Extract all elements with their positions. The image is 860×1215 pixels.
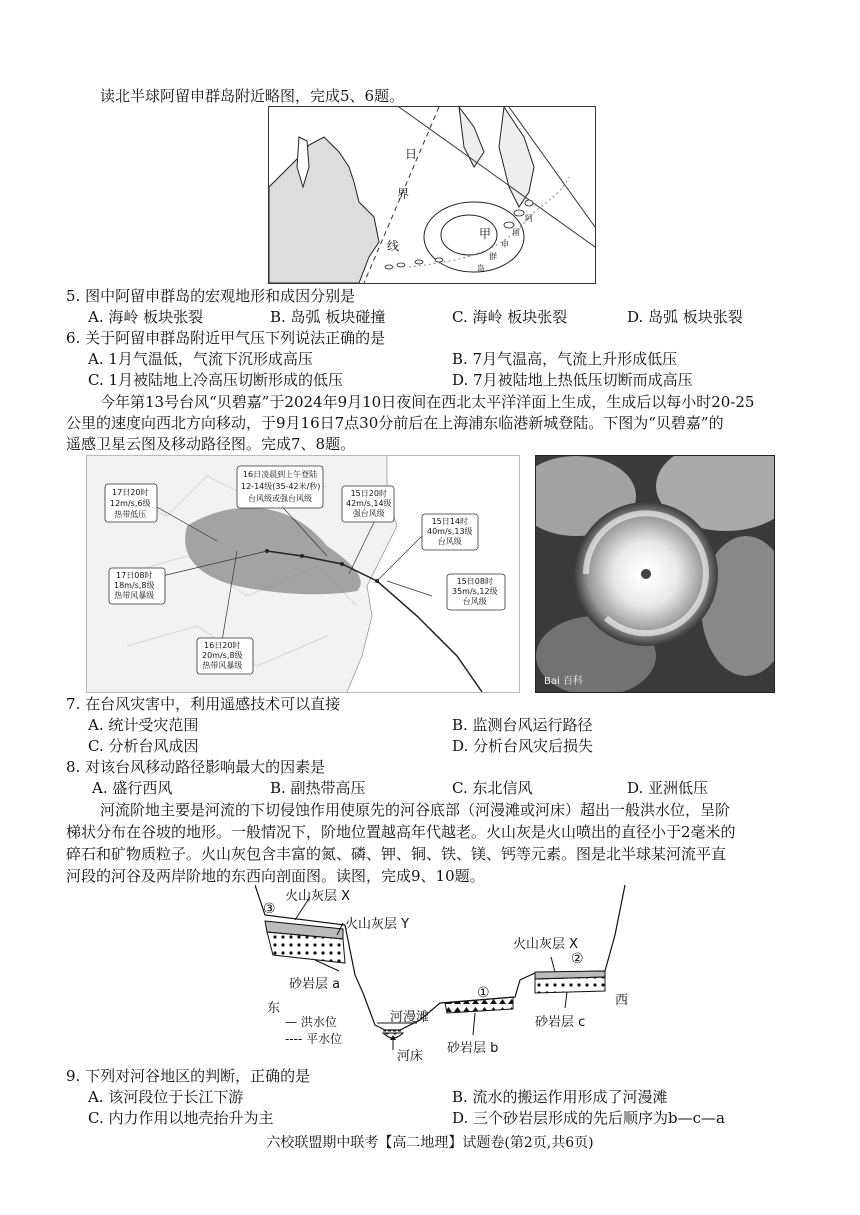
q5-stem: 5. 图中阿留申群岛的宏观地形和成因分别是 bbox=[66, 287, 356, 305]
label-a: 阿 bbox=[525, 214, 533, 223]
callout-15d20: 15日20时 42m/s,14级 强台风级 bbox=[346, 489, 392, 518]
label-jie: 界 bbox=[397, 187, 410, 201]
label-qun: 群 bbox=[489, 252, 497, 261]
callout-17d20: 17日20时 12m/s,6级 热带低压 bbox=[110, 488, 151, 519]
satellite-svg bbox=[536, 456, 774, 692]
label-normal-level: ---- 平水位 bbox=[285, 1032, 343, 1046]
q9-stem: 9. 下列对河谷地区的判断，正确的是 bbox=[66, 1067, 311, 1085]
label-riverbed: 河床 bbox=[397, 1049, 424, 1064]
intro3-line1: 河流阶地主要是河流的下切侵蚀作用使原先的河谷底部（河漫滩或河床）超出一般洪水位，呈阶 bbox=[100, 801, 731, 819]
aleutian-map-svg bbox=[269, 107, 595, 283]
label-ri: 日 bbox=[405, 147, 418, 161]
label-ash-x-right: 火山灰层 X bbox=[513, 937, 579, 952]
q6-stem: 6. 关于阿留申群岛附近甲气压下列说法正确的是 bbox=[66, 329, 386, 347]
q6-option-d[interactable]: D. 7月被陆地上热低压切断而成高压 bbox=[452, 371, 693, 389]
satellite-watermark: Bai 百科 bbox=[544, 676, 583, 687]
label-east: 东 bbox=[267, 1001, 281, 1016]
q8-option-a[interactable]: A. 盛行西风 bbox=[92, 779, 173, 797]
intro3-line4: 河段的河谷及两岸阶地的东西向剖面图。读图，完成9、10题。 bbox=[66, 867, 485, 885]
callout-17d08: 17日08时 18m/s,8级 热带风暴级 bbox=[114, 571, 155, 600]
intro3-line2: 梯状分布在谷坡的地形。一般情况下，阶地位置越高年代越老。火山灰是火山喷出的直径小于2毫米的 bbox=[66, 823, 736, 841]
label-xian: 线 bbox=[387, 239, 400, 253]
q8-option-c[interactable]: C. 东北信风 bbox=[452, 779, 533, 797]
q7-option-c[interactable]: C. 分析台风成因 bbox=[88, 737, 199, 755]
label-circle2: ② bbox=[571, 951, 584, 967]
q5-option-b[interactable]: B. 岛弧 板块碰撞 bbox=[270, 308, 386, 326]
q6-option-b[interactable]: B. 7月气温高，气流上升形成低压 bbox=[452, 350, 678, 368]
label-shen: 申 bbox=[501, 240, 509, 249]
aleutian-map bbox=[268, 106, 596, 284]
label-sand-c: 砂岩层 c bbox=[535, 1015, 586, 1030]
label-ash-y: 火山灰层 Y bbox=[345, 917, 410, 932]
label-west: 西 bbox=[615, 993, 629, 1008]
q9-option-d[interactable]: D. 三个砂岩层形成的先后顺序为b—c—a bbox=[452, 1109, 725, 1127]
q5-option-d[interactable]: D. 岛弧 板块张裂 bbox=[627, 308, 743, 326]
label-ash-x-left: 火山灰层 X bbox=[285, 889, 351, 904]
label-jia: 甲 bbox=[479, 227, 492, 241]
label-dao: 岛 bbox=[477, 264, 485, 273]
q7-option-d[interactable]: D. 分析台风灾后损失 bbox=[452, 737, 594, 755]
intro-text-1: 读北半球阿留申群岛附近略图，完成5、6题。 bbox=[100, 87, 405, 105]
q9-option-b[interactable]: B. 流水的搬运作用形成了河漫滩 bbox=[452, 1088, 668, 1106]
satellite-cloud-image bbox=[535, 455, 775, 693]
label-sand-b: 砂岩层 b bbox=[447, 1041, 499, 1056]
q6-option-a[interactable]: A. 1月气温低，气流下沉形成高压 bbox=[88, 350, 313, 368]
q7-stem: 7. 在台风灾害中，利用遥感技术可以直接 bbox=[66, 695, 341, 713]
q5-option-c[interactable]: C. 海岭 板块张裂 bbox=[452, 308, 568, 326]
typhoon-path-map bbox=[86, 455, 520, 693]
q8-option-b[interactable]: B. 副热带高压 bbox=[270, 779, 366, 797]
label-circle3: ③ bbox=[263, 901, 276, 917]
q9-option-a[interactable]: A. 该河段位于长江下游 bbox=[88, 1088, 244, 1106]
intro2-line1: 今年第13号台风“贝碧嘉”于2024年9月10日夜间在西北太平洋洋面上生成，生成后以每小时20-25 bbox=[100, 393, 755, 411]
label-circle1: ① bbox=[477, 985, 490, 1001]
intro2-line3: 遥感卫星云图及移动路径图。完成7、8题。 bbox=[66, 435, 356, 453]
label-floodplain: 河漫滩 bbox=[390, 1010, 430, 1025]
callout-15d14: 15日14时 40m/s,13级 台风级 bbox=[427, 517, 473, 546]
intro2-line2: 公里的速度向西北方向移动，于9月16日7点30分前后在上海浦东临港新城登陆。下图为“贝碧嘉”的 bbox=[66, 414, 724, 432]
callout-16d-landfall: 16日凌晨到上午登陆 12-14级(35-42米/秒) 台风级或强台风级 bbox=[241, 470, 321, 503]
q8-stem: 8. 对该台风移动路径影响最大的因素是 bbox=[66, 758, 326, 776]
callout-15d08: 15日08时 35m/s,12级 台风级 bbox=[452, 577, 498, 606]
label-flood-level: — 洪水位 bbox=[285, 1015, 337, 1029]
label-liu: 留 bbox=[512, 228, 520, 237]
q5-option-a[interactable]: A. 海岭 板块张裂 bbox=[88, 308, 204, 326]
q7-option-a[interactable]: A. 统计受灾范围 bbox=[88, 716, 199, 734]
q6-option-c[interactable]: C. 1月被陆地上冷高压切断形成的低压 bbox=[88, 371, 344, 389]
intro3-line3: 碎石和矿物质粒子。火山灰包含丰富的氮、磷、钾、铜、铁、镁、钙等元素。图是北半球某河流平直 bbox=[66, 845, 727, 863]
q7-option-b[interactable]: B. 监测台风运行路径 bbox=[452, 716, 593, 734]
q8-option-d[interactable]: D. 亚洲低压 bbox=[627, 779, 709, 797]
page-footer: 六校联盟期中联考【高二地理】试题卷(第2页,共6页) bbox=[266, 1135, 594, 1151]
callout-16d20: 16日20时 20m/s,8级 热带风暴级 bbox=[202, 641, 243, 670]
q9-option-c[interactable]: C. 内力作用以地壳抬升为主 bbox=[88, 1109, 274, 1127]
river-profile-diagram bbox=[255, 885, 645, 1065]
label-sand-a: 砂岩层 a bbox=[289, 977, 341, 992]
